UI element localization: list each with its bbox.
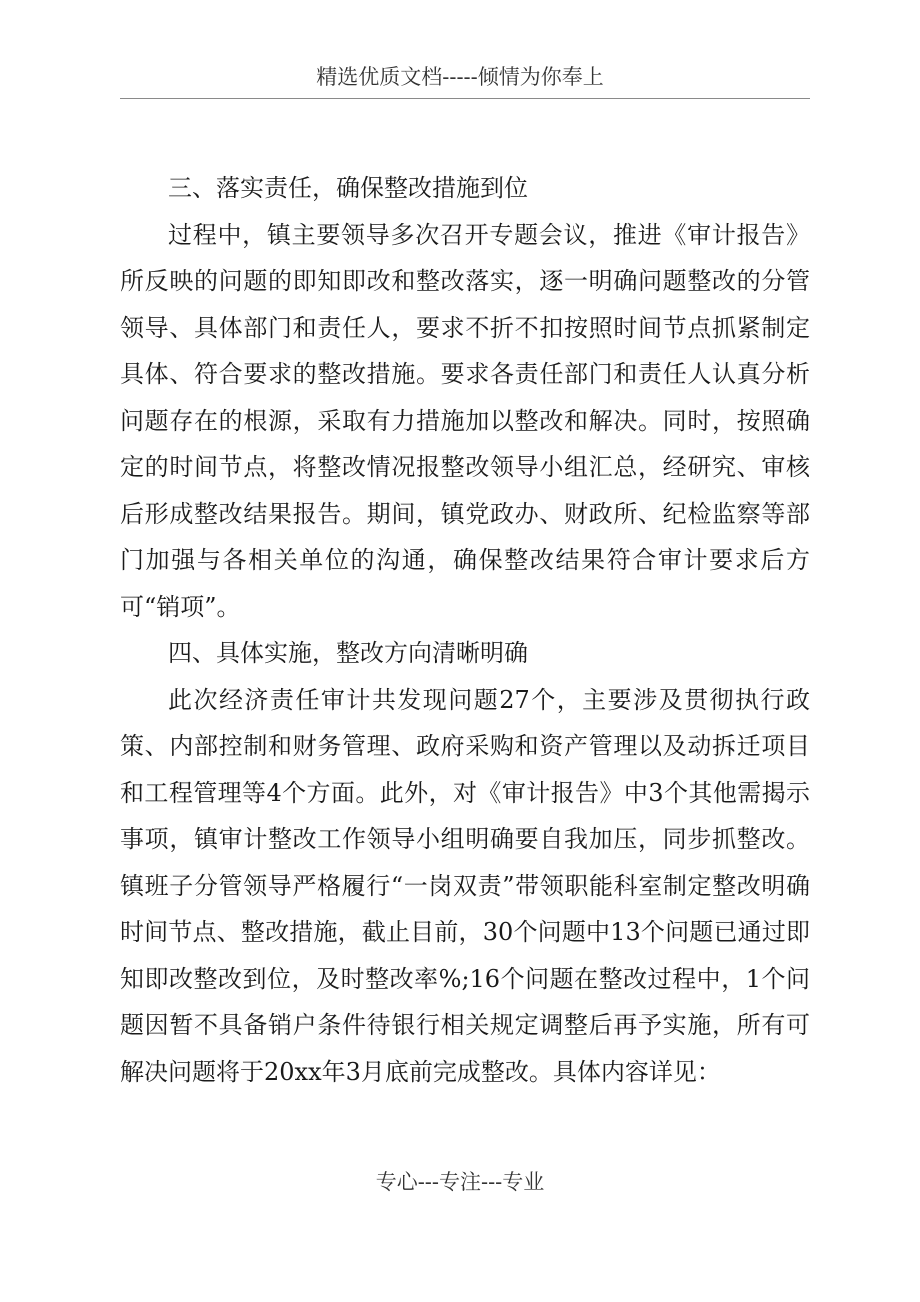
header-divider: [120, 98, 810, 99]
section-heading-3: 三、落实责任，确保整改措施到位: [168, 174, 528, 202]
section-paragraph-3: 过程中，镇主要领导多次召开专题会议，推进《审计报告》所反映的问题的即知即改和整改落实，逐一明确问题整改的分管领导、具体部门和责任人，要求不折不扣按照时间节点抓紧制定具体、符合要求的整改措施。要求各责任部门和责任人认真分析问题存在的根源，采取有力措施加以整改和解决。同时，按照确定的时间节点，将整改情况报整改领导小组汇总，经研究、审核后形成整改结果报告。期间，镇党政办、财政所、纪检监察等部门加强与各相关单位的沟通，确保整改结果符合审计要求后方可“销项”。: [120, 220, 810, 621]
document-body: [120, 165, 810, 1095]
section-paragraph-4: 此次经济责任审计共发现问题27个，主要涉及贯彻执行政策、内部控制和财务管理、政府采购和资产管理以及动拆迁项目和工程管理等4个方面。此外，对《审计报告》中3个其他需揭示事项，镇审计整改工作领导小组明确要自我加压，同步抓整改。镇班子分管领导严格履行“一岗双责”带领职能科室制定整改明确时间节点、整改措施，截止目前，30个问题中13个问题已通过即知即改整改到位，及时整改率%;16个问题在整改过程中，1个问题因暂不具备销户条件待银行相关规定调整后再予实施，所有可解决问题将于20xx年3月底前完成整改。具体内容详见：: [120, 685, 810, 1086]
section-heading-4: 四、具体实施，整改方向清晰明确: [168, 639, 528, 667]
page-header: 精选优质文档-----倾情为你奉上: [316, 65, 604, 89]
page-footer: 专心---专注---专业: [375, 1170, 545, 1194]
